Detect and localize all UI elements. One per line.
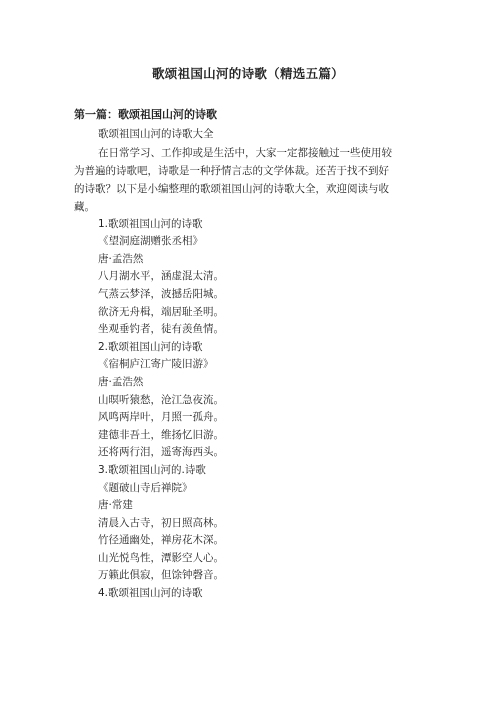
- poem-line: 八月湖水平，涵虚混太清。: [98, 270, 224, 283]
- subtitle: 歌颂祖国山河的诗歌大全: [98, 128, 214, 140]
- intro-paragraph-line: 为普遍的诗歌吧，诗歌是一种抒情言志的文学体裁。还苦于找不到好: [74, 164, 389, 177]
- intro-paragraph-line: 的诗歌？以下是小编整理的歌颂祖国山河的诗歌大全，欢迎阅读与收: [74, 182, 389, 195]
- poem-number: 3.歌颂祖国山河的.诗歌: [98, 463, 206, 476]
- poem-line: 建德非吾土，维扬忆旧游。: [98, 428, 224, 441]
- poem-author: 唐·孟浩然: [98, 375, 144, 388]
- poem-line: 万籁此俱寂，但馀钟磬音。: [98, 569, 224, 582]
- poem-line: 欲济无舟楫，端居耻圣明。: [98, 305, 224, 318]
- intro-paragraph-line: 在日常学习、工作抑或是生活中，大家一定都接触过一些使用较: [98, 146, 392, 159]
- poem-number: 4.歌颂祖国山河的诗歌: [98, 587, 203, 600]
- section-heading: 第一篇：歌颂祖国山河的诗歌: [74, 108, 217, 121]
- poem-title: 《题破山寺后禅院》: [98, 481, 193, 494]
- poem-author: 唐·常建: [98, 499, 133, 512]
- poem-line: 清晨入古寺，初日照高林。: [98, 516, 224, 529]
- poem-line: 还将两行泪，遥寄海西头。: [98, 446, 224, 459]
- poem-title: 《宿桐庐江寄广陵旧游》: [98, 358, 214, 371]
- document-title: 歌颂祖国山河的诗歌（精选五篇）: [151, 66, 344, 81]
- poem-line: 竹径通幽处，禅房花木深。: [98, 534, 224, 547]
- poem-number: 2.歌颂祖国山河的诗歌: [98, 340, 203, 353]
- poem-number: 1.歌颂祖国山河的诗歌: [98, 217, 203, 230]
- poem-line: 山光悦鸟性，潭影空人心。: [98, 551, 224, 564]
- poem-line: 风鸣两岸叶，月照一孤舟。: [98, 411, 224, 424]
- poem-title: 《望洞庭湖赠张丞相》: [98, 235, 203, 248]
- poem-author: 唐·孟浩然: [98, 252, 144, 265]
- poem-line: 气蒸云梦泽，波撼岳阳城。: [98, 287, 224, 300]
- intro-paragraph-line: 藏。: [74, 200, 95, 213]
- poem-line: 山暝听猿愁，沧江急夜流。: [98, 393, 224, 406]
- poem-line: 坐观垂钓者，徒有羡鱼情。: [98, 323, 224, 336]
